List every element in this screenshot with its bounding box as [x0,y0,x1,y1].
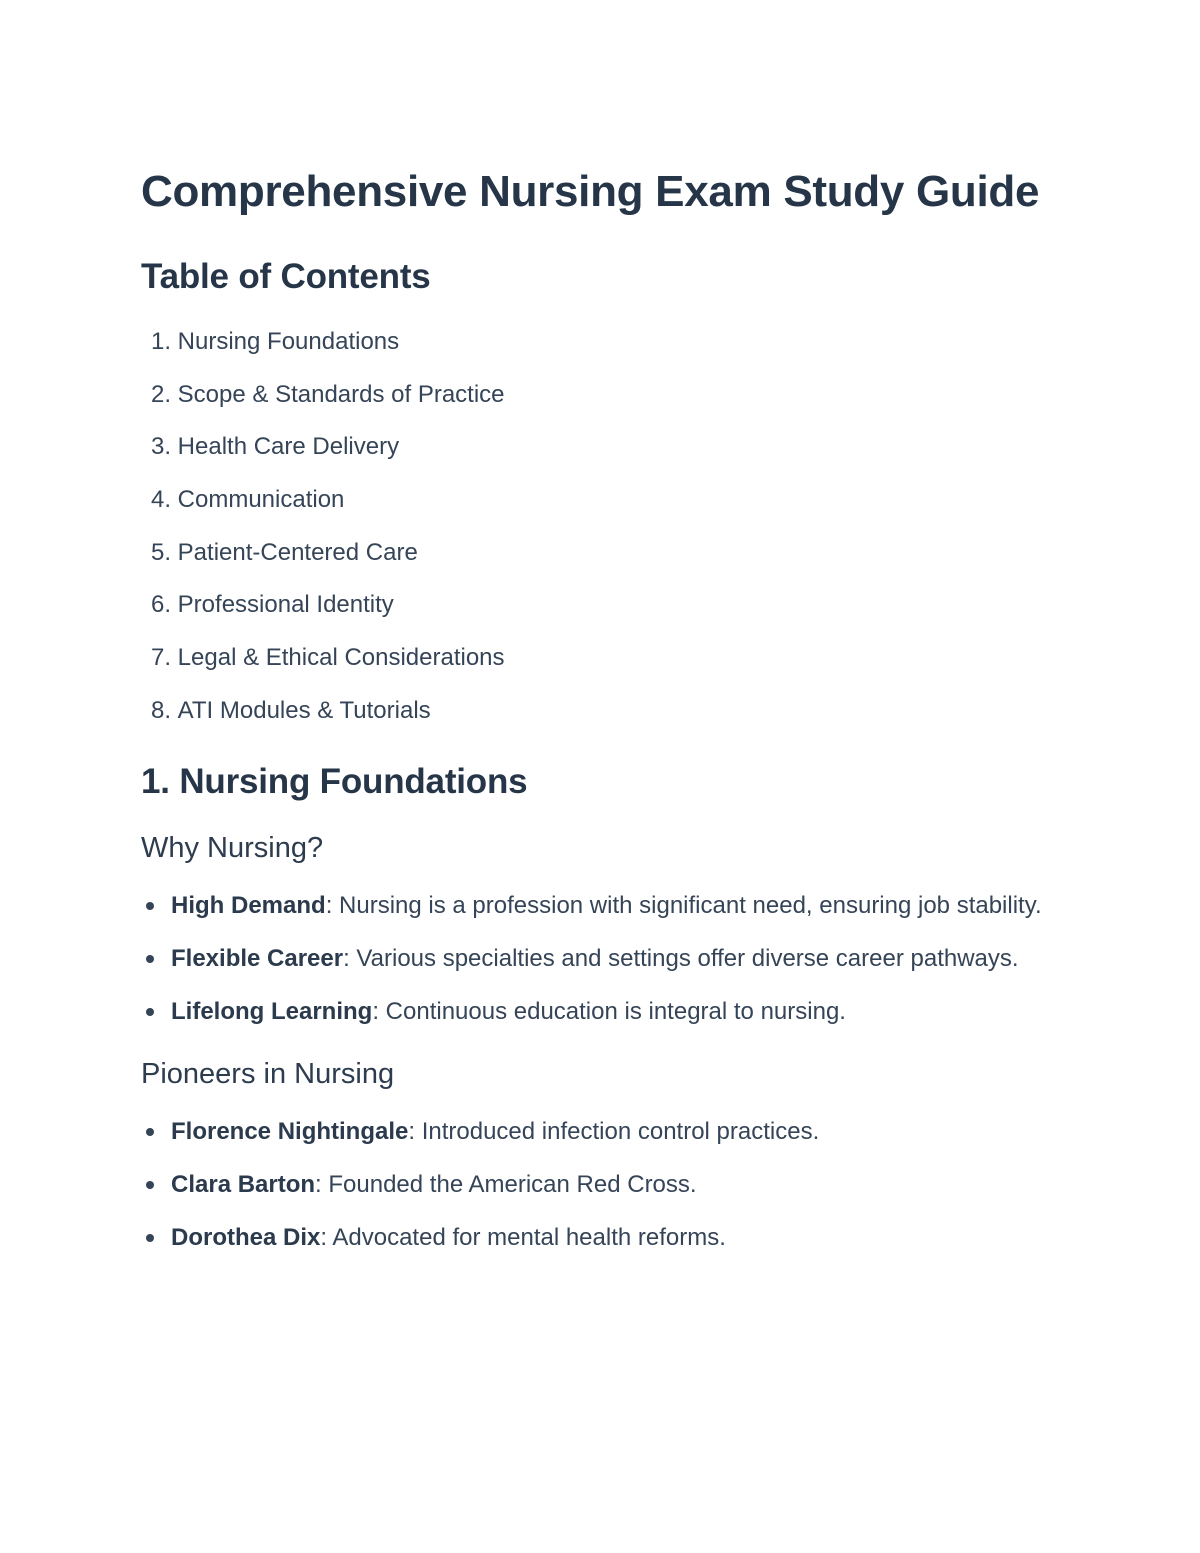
list-item-term: Dorothea Dix [171,1223,321,1251]
bullet-icon [146,1181,154,1189]
list-item-text: : Nursing is a profession with significant need, ensuring job stability. [325,891,1042,919]
toc-item-number: 8. [150,696,171,724]
toc-item [141,483,1071,517]
toc-item-number: 2. [150,380,171,408]
section-heading-nursing-foundations: 1. Nursing Foundations [141,761,528,801]
toc-item-label: Legal & Ethical Considerations [177,644,505,672]
toc-item-number: 6. [150,591,171,619]
toc-heading: Table of Contents [141,257,431,296]
list-item [141,939,1071,979]
list-item-term: Clara Barton [171,1170,316,1198]
toc-item [141,588,1071,622]
toc-item-label: Health Care Delivery [177,433,400,461]
bullet-icon [146,1128,154,1136]
list-item-term: Flexible Career [171,944,344,972]
list-item-term: High Demand [171,891,326,919]
toc-item-label: Nursing Foundations [177,328,400,355]
toc-item-number: 4. [150,486,171,514]
toc-item-number: 5. [150,538,171,566]
bullet-icon [146,955,154,963]
toc-item-label: Professional Identity [177,591,394,619]
pioneers-list [141,1112,1071,1258]
list-item-text: : Founded the American Red Cross. [315,1170,697,1198]
toc-item [141,378,1071,412]
toc-item [141,641,1071,675]
bullet-icon [146,1234,154,1242]
list-item-term: Florence Nightingale [171,1117,409,1145]
toc-item-label: ATI Modules & Tutorials [177,696,431,724]
toc-item [141,430,1071,464]
list-item-text: : Advocated for mental health reforms. [320,1223,726,1251]
bullet-icon [146,902,154,910]
list-item-term: Lifelong Learning [171,997,373,1025]
list-item [141,1165,1071,1205]
list-item [141,1112,1071,1152]
toc-item-number: 3. [150,433,171,461]
toc-item [141,325,1071,359]
toc-item-label: Communication [177,486,345,514]
bullet-icon [146,1008,154,1016]
list-item [141,1218,1071,1258]
page-title: Comprehensive Nursing Exam Study Guide [141,167,1040,216]
toc-item-label: Scope & Standards of Practice [177,380,505,408]
subheading-pioneers: Pioneers in Nursing [141,1057,395,1090]
toc-item-number: 1. [150,328,171,355]
why-nursing-list [141,886,1071,1032]
list-item-text: : Various specialties and settings offer diverse career pathways. [343,944,1019,972]
toc-list [141,325,1071,728]
subheading-why-nursing: Why Nursing? [141,831,324,864]
toc-item-label: Patient-Centered Care [177,538,418,566]
toc-item-number: 7. [150,644,171,672]
toc-item [141,694,1071,728]
list-item [141,886,1071,926]
list-item [141,992,1071,1032]
list-item-text: : Introduced infection control practices. [408,1117,820,1145]
document-page [141,160,1071,1271]
toc-item [141,536,1071,570]
list-item-text: : Continuous education is integral to nursing. [372,997,846,1025]
